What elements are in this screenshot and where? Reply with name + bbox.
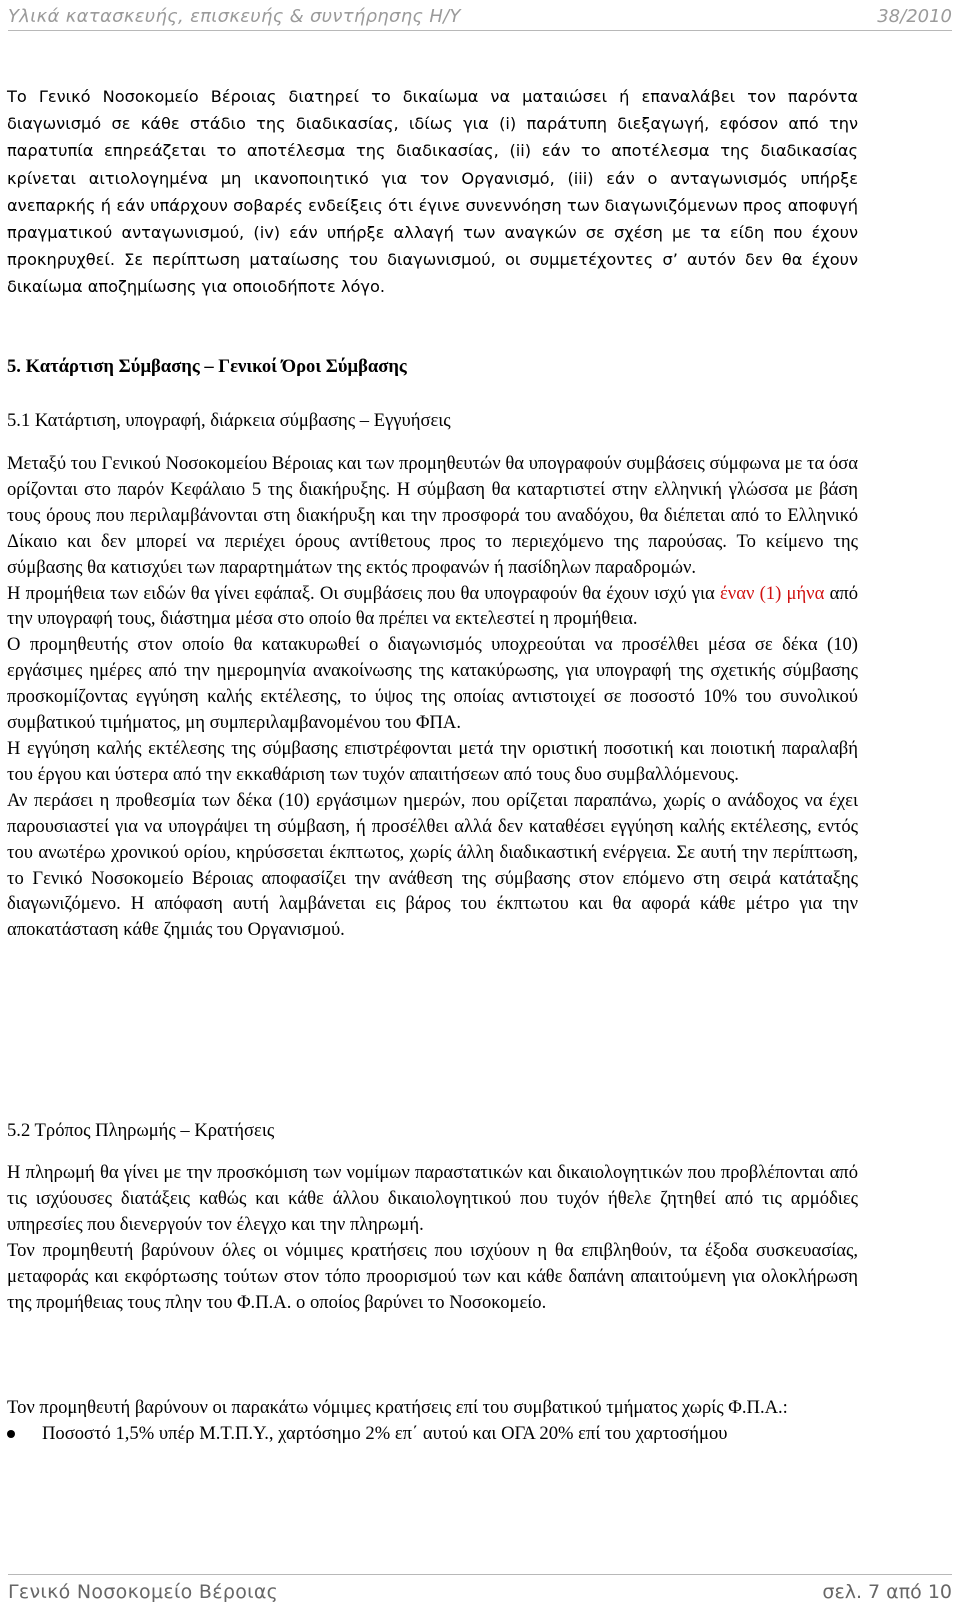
section-5-1-body xyxy=(7,451,858,943)
page-header xyxy=(8,4,952,31)
bullet-icon xyxy=(7,1430,15,1438)
section-5-2-heading: 5.2 Τρόπος Πληρωμής – Κρατήσεις xyxy=(7,1120,275,1141)
intro-paragraph: Το Γενικό Νοσοκομείο Βέροιας διατηρεί το δικαίωμα να ματαιώσει ή επαναλάβει τον παρόντα διαγωνισμό σε κάθε στάδιο της διαδικασίας, ιδίως για (i) παράτυπη διεξαγωγή, εφόσον από την παρατυπία επηρεάζεται το αποτέλεσμα της διαδικασίας, (ii) εάν το αποτέλεσμα της διαδικασίας κρίνεται αιτιολογημένα μη ικανοποιητικό για τον Οργανισμό, (iii) εάν ο ανταγωνισμός υπήρξε ανεπαρκής ή εάν υπάρχουν σοβαρές ενδείξεις ότι έγινε συνεννόηση των διαγωνιζόμενων προς αποφυγή πραγματικού ανταγωνισμού, (iv) εάν υπήρξε αλλαγή των αναγκών σε σχέση με τα είδη που έχουν προκηρυχθεί. Σε περίπτωση ματαίωσης του διαγωνισμού, οι συμμετέχοντες σ’ αυτόν δεν θα έχουν δικαίωμα αποζημίωσης για οποιοδήποτε λόγο. xyxy=(7,87,858,297)
section-5-2-body xyxy=(7,1160,858,1315)
footer-organization: Γενικό Νοσοκομείο Βέροιας xyxy=(8,1581,279,1603)
section-5-2 xyxy=(7,1120,858,1142)
list-item xyxy=(7,1421,858,1447)
section-5-1-paragraph-5: Αν περάσει η προθεσμία των δέκα (10) εργάσιμων ημερών, που ορίζεται παραπάνω, χωρίς ο ανάδοχος να έχει παρουσιαστεί για να υπογράψει τη σύμβαση, ή προσέλθει αλλά δεν καταθέσει εγγύηση καλής εκτέλεσης, εντός του ανωτέρω χρονικού ορίου, κηρύσσεται έκπτωτος, χωρίς άλλη διαδικαστική ενέργεια. Σε αυτή την περίπτωση, το Γενικό Νοσοκομείο Βέροιας αποφασίζει την ανάθεση της σύμβασης στον επόμενο στη σειρά κατάταξης διαγωνιζόμενο. Η απόφαση αυτή λαμβάνεται εις βάρος του έκπτωτου και θα αφορά κάθε μέτρο για την αποκατάσταση κάθε ζημιάς του Οργανισμού. xyxy=(7,789,858,941)
section-5-1-heading: 5.1 Κατάρτιση, υπογραφή, διάρκεια σύμβασης – Εγγυήσεις xyxy=(7,410,451,431)
section-5-1 xyxy=(7,410,858,432)
section-5-2-paragraph-2: Τον προμηθευτή βαρύνουν όλες οι νόμιμες κρατήσεις που ισχύουν η θα επιβληθούν, τα έξοδα συσκευασίας, μεταφοράς και εκφόρτωσης τούτων στον τόπο προορισμού των και κάθε δαπάνη απαιτούμενη για ολοκλήρωση της προμήθειας τους πλην του Φ.Π.Α. ο οποίος βαρύνει το Νοσοκομείο. xyxy=(7,1239,858,1313)
section-5-2-paragraph-1: Η πληρωμή θα γίνει με την προσκόμιση των νομίμων παραστατικών και δικαιολογητικών που προβλέπονται από τις ισχύουσες διατάξεις καθώς και κάθε άλλου δικαιολογητικού που τυχόν ήθελε ζητηθεί από τις αρμόδιες υπηρεσίες που διενεργούν τον έλεγχο και την πληρωμή. xyxy=(7,1162,858,1235)
paragraph-2-text-before: Η προμήθεια των ειδών θα γίνει εφάπαξ. Οι συμβάσεις που θα υπογραφούν θα έχουν ισχύ για xyxy=(7,582,720,604)
contract-duration-highlight: έναν (1) μήνα xyxy=(719,582,825,604)
header-title: Υλικά κατασκευής, επισκευής & συντήρησης Η/Υ xyxy=(8,6,461,27)
page-footer xyxy=(8,1574,952,1611)
section-5-1-paragraph-1: Μεταξύ του Γενικού Νοσοκομείου Βέροιας και των προμηθευτών θα υπογραφούν συμβάσεις σύμφωνα με τα όσα ορίζονται στο παρόν Κεφάλαιο 5 της διακήρυξης. Η σύμβαση θα καταρτιστεί στην ελληνική γλώσσα με βάση τους όρους που περιλαμβάνονται στη διακήρυξη και την προσφορά του αναδόχου, θα διέπεται από το Ελληνικό Δίκαιο και δεν μπορεί να περιέχει όρους αντίθετους προς το περιεχόμενο της παρούσας. Το κείμενο της σύμβασης θα κατισχύει των παραρτημάτων της εκτός προφανών ή πασίδηλων παραδρομών. xyxy=(7,453,858,578)
section-5-1-paragraph-3: Ο προμηθευτής στον οποίο θα κατακυρωθεί ο διαγωνισμός υποχρεούται να προσέλθει μέσα σε δέκα (10) εργάσιμες ημέρες από την ημερομηνία ανακοίνωσης της κατακύρωσης, για υπογραφή της σχετικής σύμβασης προσκομίζοντας εγγύηση καλής εκτέλεσης, το ύψος της οποίας αντιστοιχεί σε ποσοστό 10% του συνολικού συμβατικού τιμήματος, μη συμπεριλαμβανομένου του ΦΠΑ. xyxy=(7,634,858,734)
section-5-heading: 5. Κατάρτιση Σύμβασης – Γενικοί Όροι Σύμβασης xyxy=(7,356,407,377)
header-number: 38/2010 xyxy=(877,6,952,27)
deduction-bullet-text: Ποσοστό 1,5% υπέρ Μ.Τ.Π.Υ., χαρτόσημο 2% επ΄ αυτού και ΟΓΑ 20% επί του χαρτοσήμου xyxy=(42,1422,728,1444)
section-5-1-paragraph-4: Η εγγύηση καλής εκτέλεσης της σύμβασης επιστρέφονται μετά την οριστική ποσοτική και ποιοτική παραλαβή του έργου και ύστερα από την εκκαθάριση των τυχόν απαιτήσεων από τους δυο συμβαλλόμενους. xyxy=(7,737,858,785)
section-5 xyxy=(7,356,858,378)
intro-block xyxy=(7,83,858,301)
footer-page-number: σελ. 7 από 10 xyxy=(822,1581,952,1603)
section-5-2-deductions xyxy=(7,1395,858,1447)
paragraph-2-text-after: από την υπογραφή τους, διάστημα μέσα στο οποίο θα πρέπει να εκτελεστεί η προμήθεια. xyxy=(7,582,859,630)
section-5-1-paragraph-2 xyxy=(7,581,858,633)
section-5-2-paragraph-3: Τον προμηθευτή βαρύνουν οι παρακάτω νόμιμες κρατήσεις επί του συμβατικού τμήματος χωρίς Φ.Π.Α.: xyxy=(7,1397,788,1418)
